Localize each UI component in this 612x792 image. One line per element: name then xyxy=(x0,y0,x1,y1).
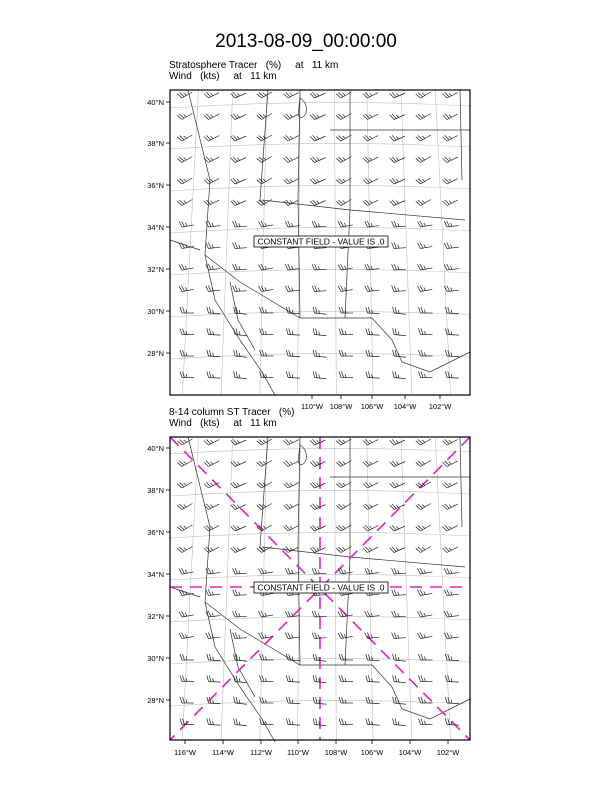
wind-barb xyxy=(363,520,378,532)
wind-barb xyxy=(177,87,192,99)
wind-barb xyxy=(231,131,246,142)
wind-barb xyxy=(233,567,247,574)
wind-barb xyxy=(416,194,431,206)
wind-barb xyxy=(445,654,459,661)
lat-label: 38°N xyxy=(147,139,164,148)
wind-barb xyxy=(177,130,192,142)
wind-barb xyxy=(392,675,407,682)
wind-barb xyxy=(390,542,405,553)
wind-barb xyxy=(177,498,192,510)
wind-barb xyxy=(177,541,192,553)
wind-barb xyxy=(363,173,378,185)
wind-barb xyxy=(363,434,378,446)
wind-barb xyxy=(392,328,407,335)
wind-barb xyxy=(310,152,325,163)
wind-barb xyxy=(312,263,326,270)
wind-barb xyxy=(310,88,325,99)
wind-barb xyxy=(363,152,378,164)
wind-barb xyxy=(366,328,380,335)
wind-barb xyxy=(442,195,457,207)
wind-barb xyxy=(233,263,247,270)
lat-label: 28°N xyxy=(147,696,164,705)
wind-barb xyxy=(363,499,378,511)
wind-barb xyxy=(283,520,298,532)
wind-barb xyxy=(231,456,246,467)
wind-barb xyxy=(336,194,351,206)
map-title: 2013-08-09_00:00:00 xyxy=(215,31,397,52)
lon-label: 114°W xyxy=(211,748,235,757)
lat-label: 34°N xyxy=(147,570,164,579)
wind-barb xyxy=(204,520,219,532)
wind-barb xyxy=(390,88,405,99)
wind-barb xyxy=(257,434,272,446)
wind-barbs xyxy=(177,87,459,379)
wind-barb xyxy=(338,284,353,292)
wind-barb xyxy=(392,285,406,292)
wind-barb xyxy=(365,263,380,271)
wind-barb xyxy=(392,654,407,661)
wind-barb xyxy=(207,654,221,661)
wind-barb xyxy=(257,87,272,99)
wind-barb xyxy=(339,719,353,725)
wind-barb xyxy=(206,284,221,292)
wind-barb xyxy=(392,371,407,378)
wind-barb xyxy=(363,109,378,121)
wind-barb xyxy=(363,195,378,207)
wind-barb xyxy=(231,195,246,206)
wind-barb xyxy=(233,220,247,227)
wind-barb xyxy=(257,151,272,163)
wind-barb xyxy=(231,435,246,446)
wind-barb xyxy=(416,498,431,510)
wind-barb xyxy=(417,609,432,617)
wind-barb xyxy=(336,455,351,467)
wind-barb xyxy=(419,676,433,682)
wind-barb xyxy=(179,262,194,270)
wind-barb xyxy=(206,241,221,249)
wind-barb xyxy=(363,477,378,489)
lat-label: 32°N xyxy=(147,265,164,274)
longitude-labels xyxy=(174,740,460,757)
lat-label: 36°N xyxy=(147,181,164,190)
wind-barb xyxy=(419,307,433,313)
wind-barb xyxy=(336,130,351,142)
wind-barb xyxy=(417,284,432,292)
wind-barb xyxy=(233,371,248,378)
wind-barb xyxy=(310,499,325,510)
wind-barb xyxy=(204,542,219,554)
lat-label: 40°N xyxy=(147,444,164,453)
wind-barb xyxy=(444,220,459,228)
wind-barb xyxy=(365,631,380,639)
wind-barb xyxy=(390,195,405,206)
lat-label: 36°N xyxy=(147,528,164,537)
wind-barb xyxy=(365,220,380,228)
wind-barb xyxy=(180,350,194,356)
wind-barb xyxy=(390,174,405,185)
wind-barb xyxy=(283,499,298,511)
wind-barb xyxy=(390,499,405,510)
wind-barb xyxy=(180,372,194,378)
wind-barb xyxy=(416,173,431,185)
wind-barb xyxy=(177,520,192,532)
wind-barb xyxy=(442,542,457,554)
lon-label: 106°W xyxy=(360,402,384,411)
wind-barb xyxy=(392,242,406,249)
wind-barb xyxy=(445,697,459,704)
wind-barb xyxy=(177,477,192,489)
wind-barb xyxy=(286,718,300,725)
wind-barb xyxy=(310,456,325,467)
wind-barb xyxy=(204,499,219,511)
wind-barb xyxy=(285,220,300,228)
wind-barb xyxy=(233,350,248,357)
wind-barb xyxy=(257,520,272,532)
wind-barb xyxy=(283,173,298,185)
wind-barb xyxy=(231,478,246,489)
latitude-labels xyxy=(147,444,170,705)
wind-barb xyxy=(207,307,221,314)
wind-barb xyxy=(257,498,272,510)
wind-barb xyxy=(285,567,300,575)
wind-barb xyxy=(392,610,406,617)
wind-barb xyxy=(177,108,192,120)
wind-barb xyxy=(177,434,192,446)
wind-barb xyxy=(310,478,325,489)
wind-barb xyxy=(283,87,298,99)
wind-barb xyxy=(260,719,274,725)
wind-barb xyxy=(363,130,378,142)
wind-barb xyxy=(204,434,219,446)
wind-barb xyxy=(258,219,273,227)
wind-barb xyxy=(392,220,406,227)
wind-barb xyxy=(233,285,247,292)
wind-barb xyxy=(312,610,326,617)
wind-barb xyxy=(283,434,298,446)
wind-barb xyxy=(390,521,405,532)
wind-barb xyxy=(339,697,353,703)
wind-barb xyxy=(390,435,405,446)
wind-barb xyxy=(442,87,457,99)
wind-barb xyxy=(336,434,351,446)
wind-barb xyxy=(283,130,298,142)
wind-barb xyxy=(366,654,380,661)
wind-barb xyxy=(310,174,325,185)
wind-barb xyxy=(417,566,432,574)
wind-barb xyxy=(204,130,219,142)
wind-barb xyxy=(233,632,247,639)
wind-barb xyxy=(416,151,431,163)
wind-barb xyxy=(310,542,325,553)
wind-barb xyxy=(231,109,246,120)
wind-barb xyxy=(260,350,274,356)
lon-label: 102°W xyxy=(428,402,452,411)
wind-barb xyxy=(180,676,194,682)
wind-barb xyxy=(442,109,457,121)
wind-barbs xyxy=(177,434,459,726)
bottom-map-panel xyxy=(0,420,612,792)
wind-barb xyxy=(283,152,298,164)
lat-label: 30°N xyxy=(147,307,164,316)
wind-barb xyxy=(204,195,219,207)
wind-barb xyxy=(442,173,457,185)
wind-barb xyxy=(283,542,298,554)
wind-barb xyxy=(313,328,328,335)
wind-barb xyxy=(310,131,325,142)
wind-barb xyxy=(180,719,194,725)
wind-barb xyxy=(257,455,272,467)
wind-barb xyxy=(444,631,459,639)
wind-barb xyxy=(258,284,273,292)
wind-barb xyxy=(179,284,194,292)
lon-label: 106°W xyxy=(360,748,384,757)
wind-barb xyxy=(312,632,326,639)
wind-barb xyxy=(416,130,431,142)
wind-barb xyxy=(207,675,221,682)
wind-barb xyxy=(312,285,326,292)
wind-barb xyxy=(285,284,300,292)
wind-barb xyxy=(231,88,246,99)
wind-barb xyxy=(336,541,351,553)
wind-barb xyxy=(283,195,298,207)
wind-barb xyxy=(338,219,353,227)
wind-barb xyxy=(444,567,459,575)
wind-barb xyxy=(313,307,328,314)
wind-barb xyxy=(444,588,459,596)
wind-barb xyxy=(442,499,457,511)
wind-barb xyxy=(336,108,351,120)
wind-barb xyxy=(442,477,457,489)
wind-barb xyxy=(339,307,353,313)
wind-barb xyxy=(180,697,194,703)
wind-barb xyxy=(310,435,325,446)
top-panel-label-2: Wind (kts) at 11 km xyxy=(169,71,277,82)
wind-barb xyxy=(416,108,431,120)
lon-label: 104°W xyxy=(398,748,422,757)
wind-barb xyxy=(285,631,300,639)
wind-barb xyxy=(336,173,351,185)
lon-label: 110°W xyxy=(286,748,310,757)
wind-barb xyxy=(231,521,246,532)
wind-barb xyxy=(417,241,432,249)
wind-barb xyxy=(392,632,406,639)
wind-barb xyxy=(416,455,431,467)
wind-barb xyxy=(392,589,406,596)
wind-barb xyxy=(366,350,380,357)
wind-barb xyxy=(366,307,380,314)
wind-barb xyxy=(207,718,221,725)
wind-barb xyxy=(416,87,431,99)
wind-barb xyxy=(206,588,221,596)
wind-barb xyxy=(390,152,405,163)
wind-barb xyxy=(233,718,248,725)
wind-barb xyxy=(283,109,298,121)
wind-barb xyxy=(285,263,300,271)
top-panel-label-1: Stratosphere Tracer (%) at 11 km xyxy=(169,60,339,71)
wind-barb xyxy=(366,675,380,682)
wind-barb xyxy=(338,631,353,639)
wind-barb xyxy=(233,610,247,617)
wind-barb xyxy=(179,631,194,639)
wind-barb xyxy=(336,477,351,489)
wind-barb xyxy=(417,631,432,639)
wind-barb xyxy=(390,456,405,467)
wind-barb xyxy=(390,109,405,120)
wind-barb xyxy=(180,329,194,335)
bottom-panel-label-2: Wind (kts) at 11 km xyxy=(169,418,277,429)
wind-barb xyxy=(233,242,247,249)
wind-barb xyxy=(417,262,432,270)
constant-field-text: CONSTANT FIELD - VALUE IS .0 xyxy=(257,582,385,593)
wind-barb xyxy=(445,350,459,357)
lat-label: 30°N xyxy=(147,654,164,663)
constant-field-text: CONSTANT FIELD - VALUE IS .0 xyxy=(257,236,385,247)
wind-barb xyxy=(365,567,380,575)
wind-barb xyxy=(444,241,459,249)
constant-field-box xyxy=(254,236,388,247)
wind-barb xyxy=(338,262,353,270)
wind-barb xyxy=(416,541,431,553)
lon-label: 102°W xyxy=(436,748,460,757)
wind-barb xyxy=(258,262,273,270)
wind-barb xyxy=(417,588,432,596)
wind-barb xyxy=(231,174,246,185)
wind-barb xyxy=(416,477,431,489)
wind-barb xyxy=(336,151,351,163)
wind-barb xyxy=(363,456,378,468)
wind-barb xyxy=(257,108,272,120)
wind-barb xyxy=(442,520,457,532)
longitude-labels xyxy=(301,395,452,411)
wind-barb xyxy=(313,371,328,378)
wind-barb xyxy=(310,195,325,206)
wind-barb xyxy=(336,520,351,532)
bottom-panel-label-1: 8-14 column ST Tracer (%) xyxy=(169,407,295,418)
wind-barb xyxy=(206,263,221,271)
wind-barb xyxy=(392,307,407,314)
wind-barb xyxy=(283,477,298,489)
wind-barb xyxy=(442,434,457,446)
wind-barb xyxy=(207,350,221,357)
wind-barb xyxy=(177,194,192,206)
wind-barb xyxy=(444,284,459,292)
wind-barb xyxy=(207,328,221,335)
wind-barb xyxy=(233,697,248,704)
wind-barb xyxy=(283,456,298,468)
wind-barb xyxy=(419,719,433,725)
lat-label: 32°N xyxy=(147,612,164,621)
wind-barb xyxy=(416,520,431,532)
wind-barb xyxy=(204,87,219,99)
wind-barb xyxy=(206,567,221,575)
wind-barb xyxy=(204,109,219,121)
wind-barb xyxy=(258,566,273,574)
wind-barb xyxy=(339,329,353,335)
lat-label: 28°N xyxy=(147,349,164,358)
wind-barb xyxy=(179,241,194,249)
wind-barb xyxy=(204,173,219,185)
latitude-labels xyxy=(147,98,170,358)
wind-barb xyxy=(417,219,432,227)
lat-label: 40°N xyxy=(147,98,164,107)
lon-label: 110°W xyxy=(300,402,324,411)
wind-barb xyxy=(286,371,300,378)
wind-barb xyxy=(206,220,221,228)
wind-barb xyxy=(179,609,194,617)
wind-barb xyxy=(365,284,380,292)
lon-label: 112°W xyxy=(249,748,273,757)
wind-barb xyxy=(177,173,192,185)
wind-barb xyxy=(206,610,221,618)
lat-label: 38°N xyxy=(147,486,164,495)
wind-barb xyxy=(204,152,219,164)
constant-field-box xyxy=(254,582,388,593)
wind-barb xyxy=(339,372,353,378)
lon-label: 116°W xyxy=(173,748,197,757)
wind-barb xyxy=(258,609,273,617)
wind-barb xyxy=(336,87,351,99)
wind-barb xyxy=(445,371,459,378)
wind-barb xyxy=(392,567,406,574)
wind-barb xyxy=(312,220,326,227)
wind-barb xyxy=(366,697,380,704)
wind-barb xyxy=(339,350,353,356)
wind-barb xyxy=(392,718,407,725)
wind-barb xyxy=(416,434,431,446)
wind-barb xyxy=(204,456,219,468)
wind-barb xyxy=(310,521,325,532)
wind-barb xyxy=(233,589,247,596)
wind-barb xyxy=(339,654,353,660)
wind-barb xyxy=(336,498,351,510)
wind-barb xyxy=(206,631,221,639)
wind-barb xyxy=(204,477,219,489)
wind-barb xyxy=(419,654,433,660)
wind-barb xyxy=(260,697,274,703)
wind-barb xyxy=(444,610,459,618)
wind-barb xyxy=(442,130,457,142)
wind-barb xyxy=(231,152,246,163)
wind-barb xyxy=(445,307,459,314)
lon-label: 104°W xyxy=(393,402,417,411)
wind-barb xyxy=(419,329,433,335)
wind-barb xyxy=(260,372,274,378)
wind-barb xyxy=(365,610,380,618)
wind-barb xyxy=(444,263,459,271)
lat-label: 34°N xyxy=(147,223,164,232)
wind-barb xyxy=(177,151,192,163)
wind-barb xyxy=(257,173,272,185)
wind-barb xyxy=(363,87,378,99)
wind-barb xyxy=(179,588,194,596)
lon-label: 108°W xyxy=(329,402,353,411)
wind-barb xyxy=(231,542,246,553)
wind-barb xyxy=(310,109,325,120)
wind-barb xyxy=(392,263,406,270)
lon-label: 108°W xyxy=(324,748,348,757)
wind-barb xyxy=(442,152,457,164)
wind-barb xyxy=(419,372,433,378)
wind-barb xyxy=(207,371,221,378)
wind-barb xyxy=(339,676,353,682)
